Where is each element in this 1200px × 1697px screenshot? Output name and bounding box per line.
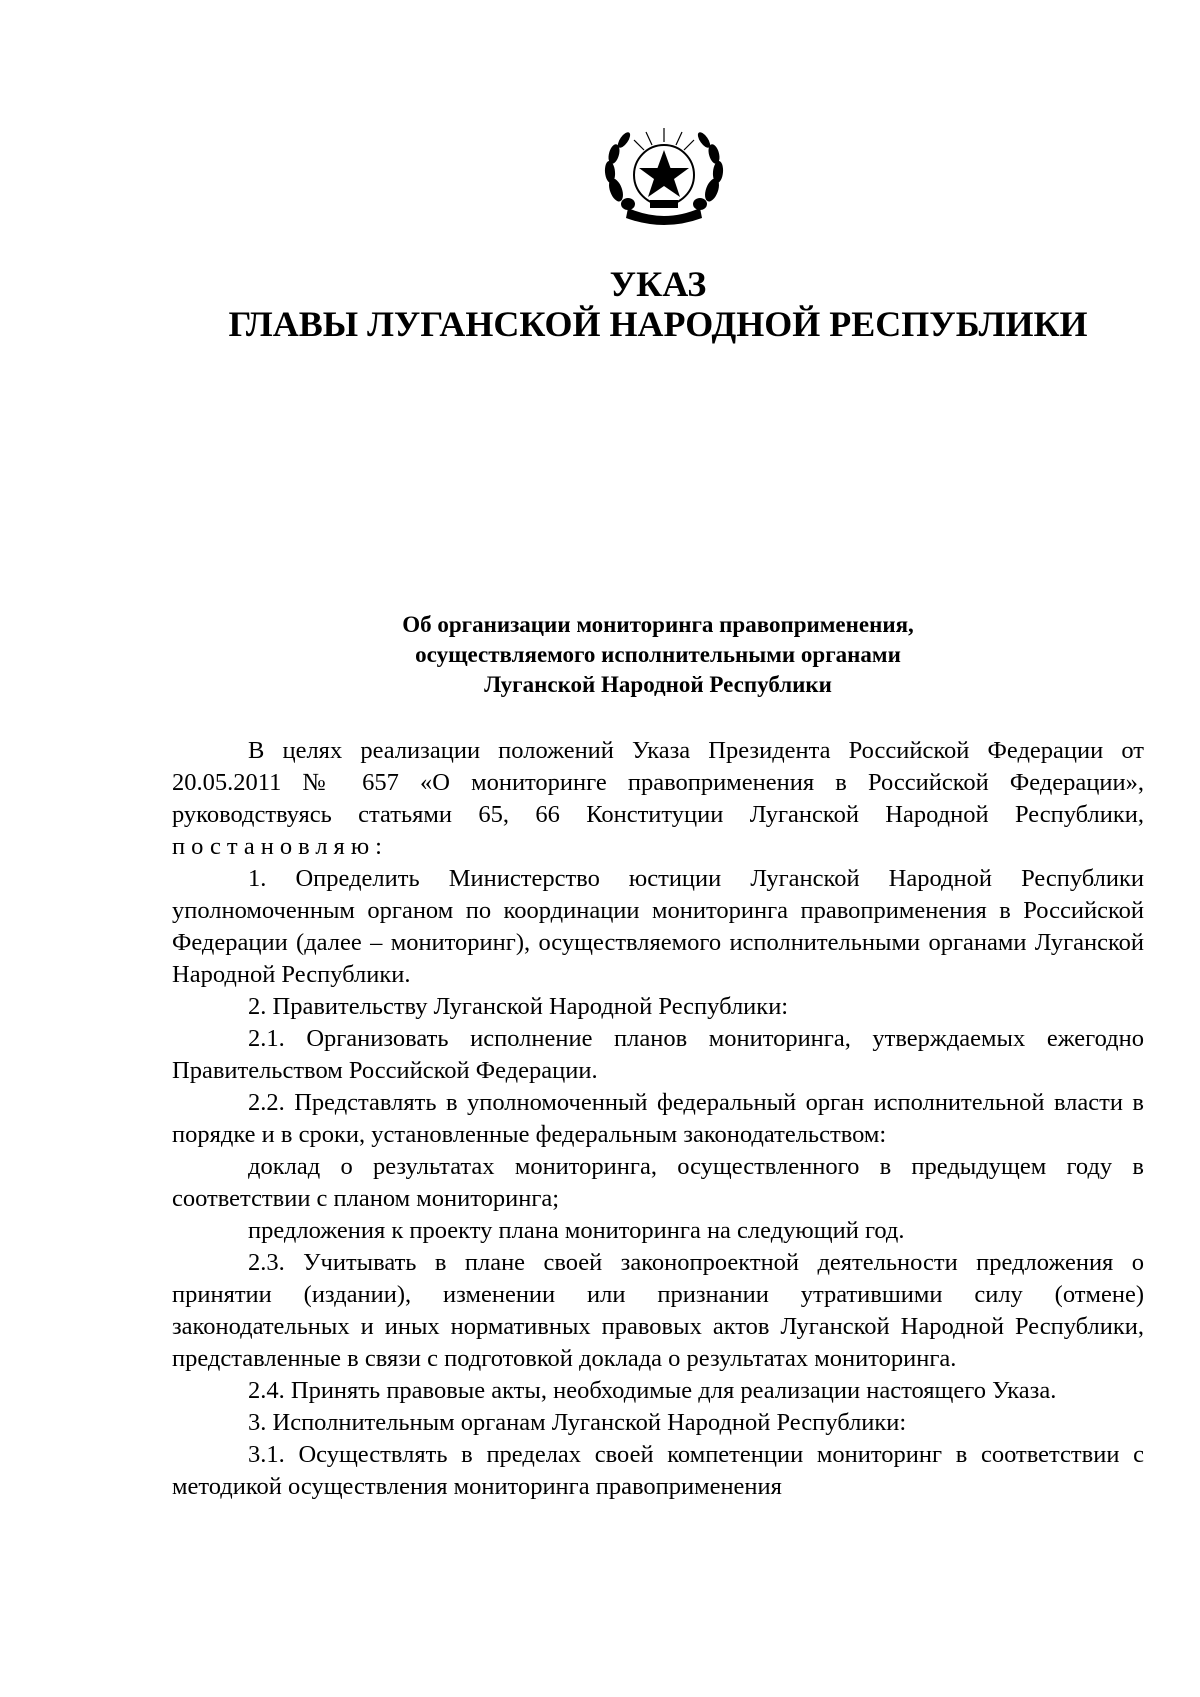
clause-2-2: 2.2. Представлять в уполномоченный федеральный орган исполнительной власти в порядке и в сроки, установленные федеральным законодательством: — [172, 1089, 1144, 1148]
clause-2-1: 2.1. Организовать исполнение планов мониторинга, утверждаемых ежегодно Правительством Российской Федерации. — [172, 1025, 1144, 1084]
clause-2: 2. Правительству Луганской Народной Республики: — [248, 993, 789, 1020]
document-type-title: УКАЗ — [609, 264, 707, 304]
subject-line: Об организации мониторинга правоприменения, — [402, 612, 914, 637]
clause-2-3: 2.3. Учитывать в плане своей законопроектной деятельности предложения о принятии (издании), изменении или признании утратившими силу (отмене) законодательных и иных нормативных правовых актов Луганской Народной Республики, представленные в связи с подготовкой доклада о результатах мониторинга. — [172, 1249, 1144, 1372]
clause-1: 1. Определить Министерство юстиции Луганской Народной Республики уполномоченным органом по координации мониторинга правоприменения в Российской Федерации (далее – мониторинг), осуществляемого исполнительными органами Луганской Народной Республики. — [172, 865, 1144, 988]
coat-of-arms-icon — [594, 120, 734, 230]
clause-3-1: 3.1. Осуществлять в пределах своей компетенции мониторинг в соответствии с методикой осуществления мониторинга правоприменения — [172, 1441, 1144, 1500]
decree-word: постановляю: — [172, 833, 388, 860]
preamble-text: В целях реализации положений Указа Президента Российской Федерации от 20.05.2011 № 657 «О мониторинге правоприменения в Российской Федерации», руководствуясь статьями 65, 66 Конституции Луганской Народной Республики, — [172, 737, 1144, 828]
decree-subject — [0, 610, 1200, 700]
clause-2-2-item-report: доклад о результатах мониторинга, осуществленного в предыдущем году в соответствии с планом мониторинга; — [172, 1153, 1144, 1212]
clause-2-2-item-proposals: предложения к проекту плана мониторинга на следующий год. — [248, 1217, 905, 1244]
subject-line: осуществляемого исполнительными органами — [415, 642, 901, 667]
decree-body — [172, 735, 1144, 1503]
clause-3: 3. Исполнительным органам Луганской Народной Республики: — [248, 1409, 907, 1436]
preamble-paragraph — [172, 735, 1144, 863]
issuer-title: ГЛАВЫ ЛУГАНСКОЙ НАРОДНОЙ РЕСПУБЛИКИ — [228, 304, 1088, 344]
subject-line: Луганской Народной Республики — [484, 672, 832, 697]
clause-2-4: 2.4. Принять правовые акты, необходимые для реализации настоящего Указа. — [248, 1377, 1057, 1404]
